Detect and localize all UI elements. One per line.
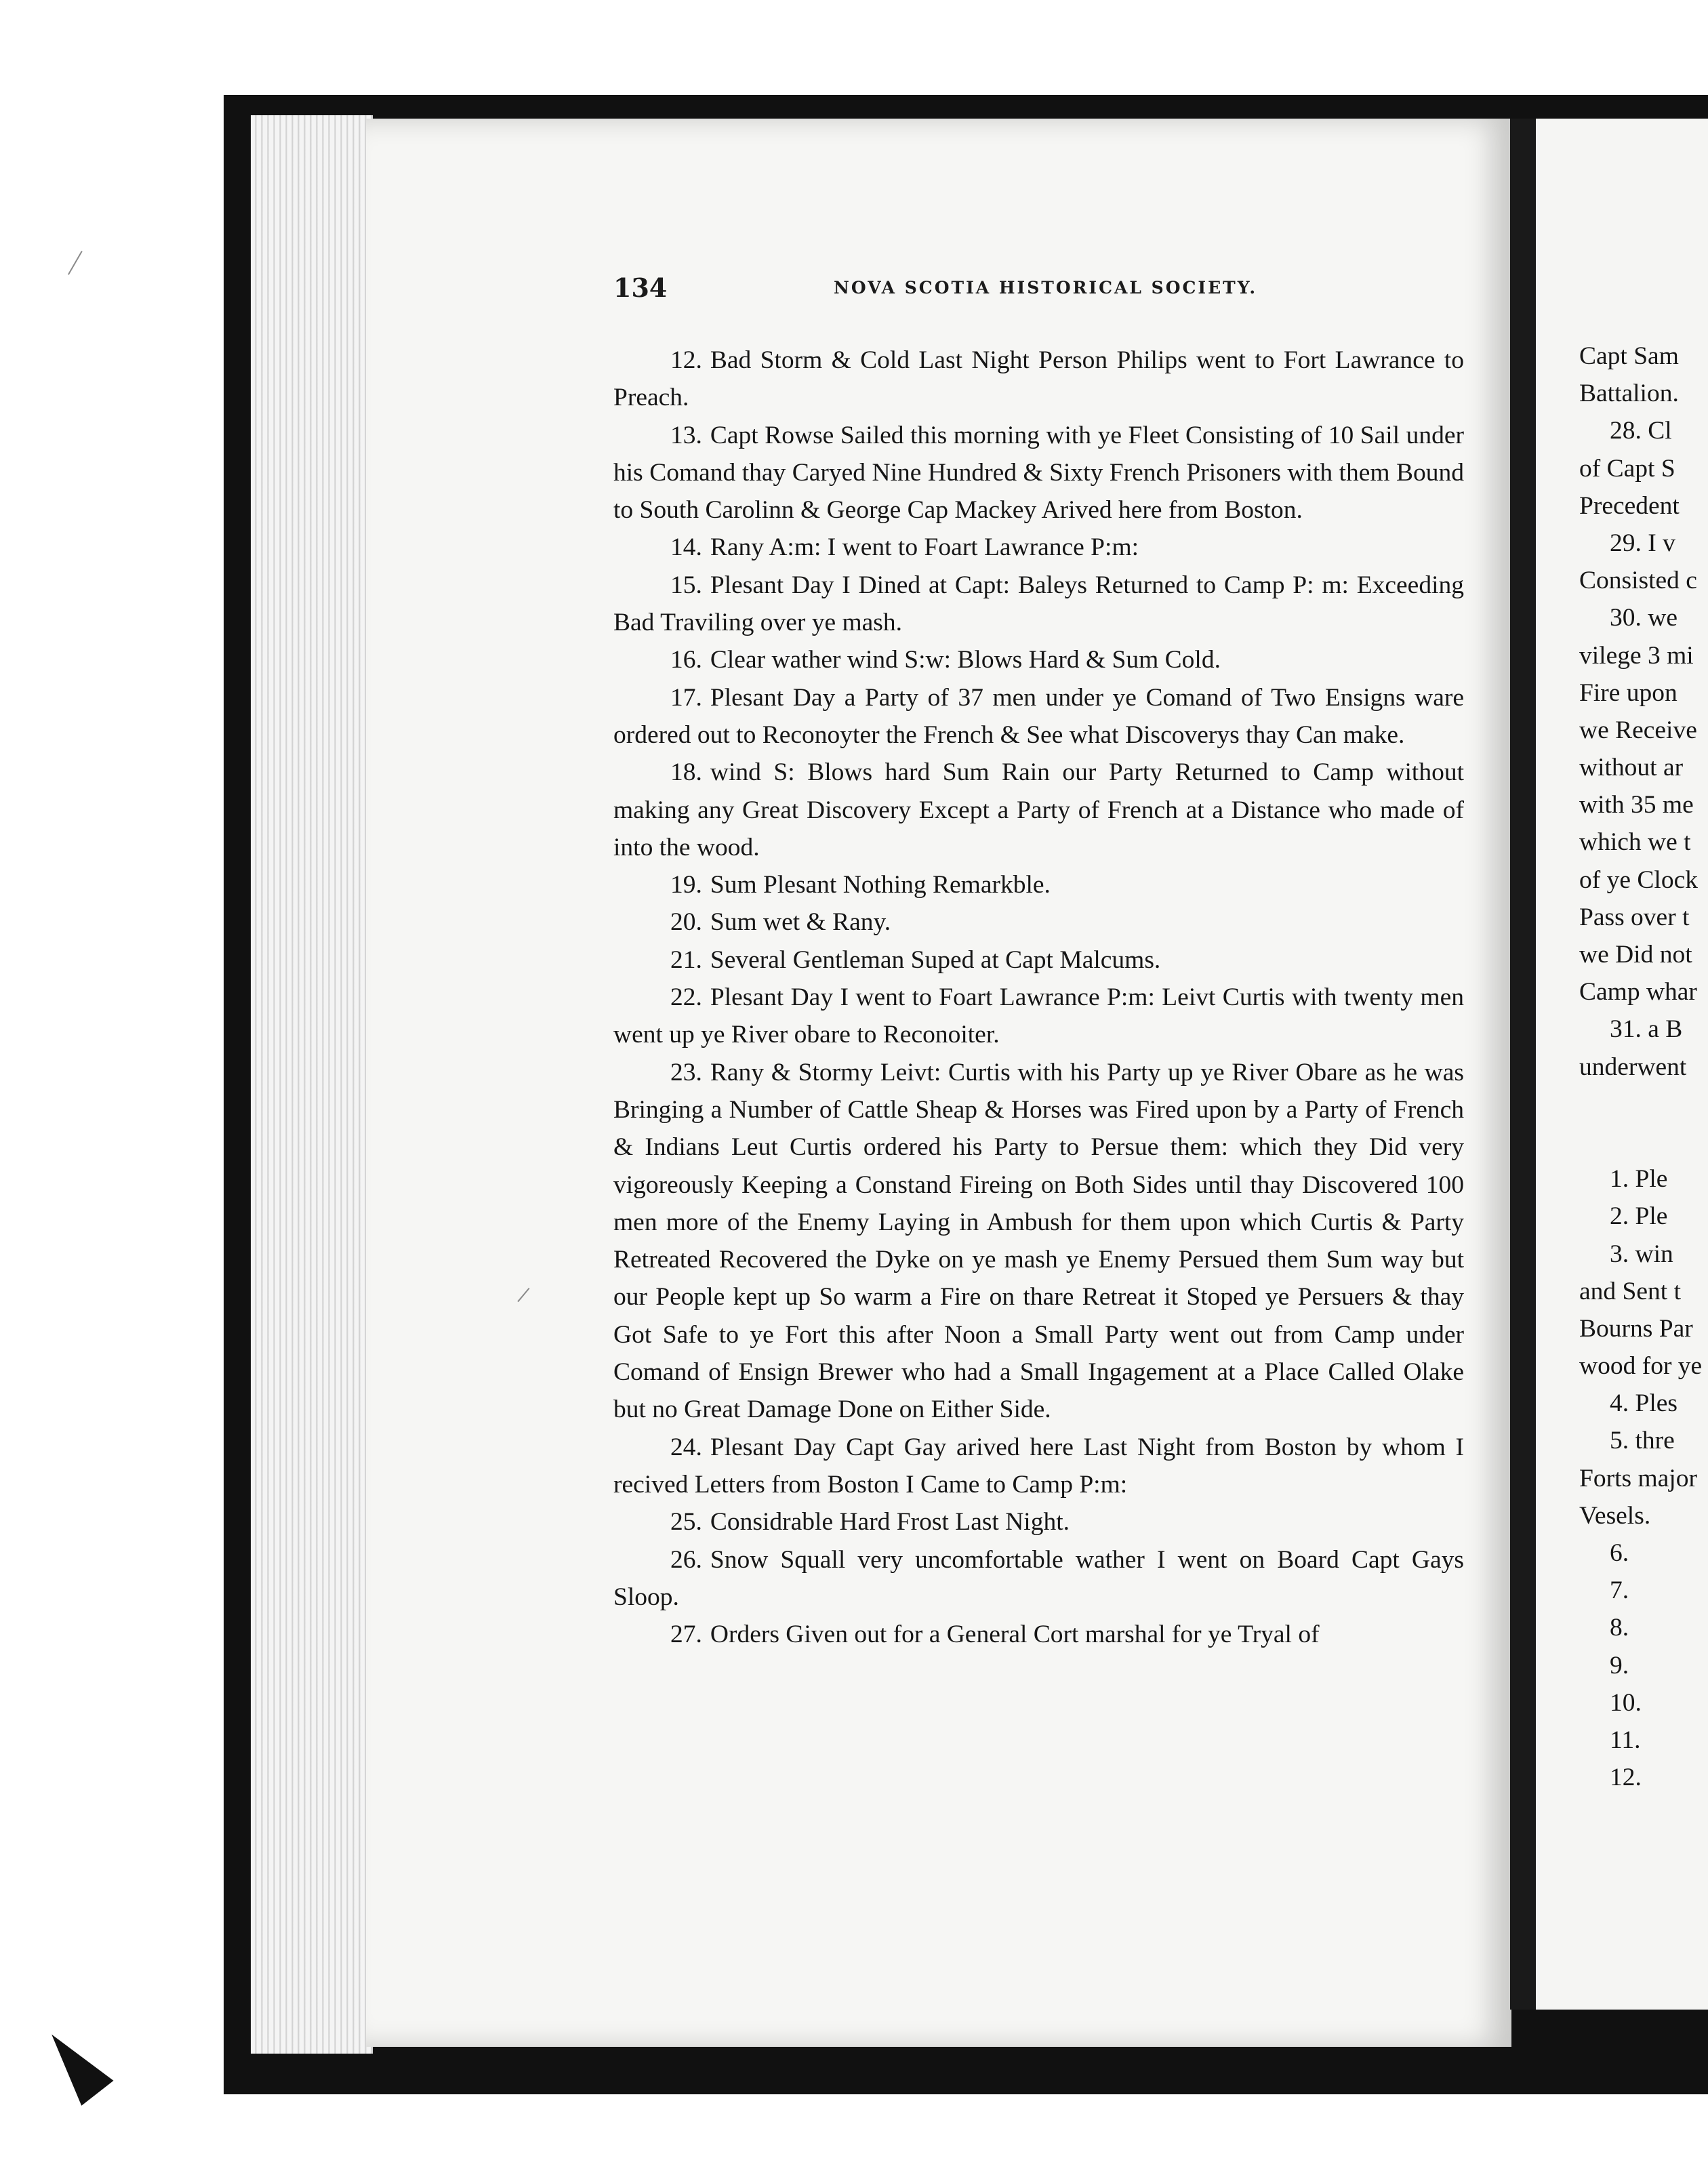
right-page-line: 5. thre [1610,1427,1675,1455]
entry-text: Rany A:m: I went to Foart Lawrance P:m: [710,533,1139,562]
entry-day: 21. [670,945,702,974]
journal-entries [613,342,1464,1653]
right-page-line: 31. a B [1610,1015,1683,1044]
book-gutter [1510,119,1537,2010]
journal-entry [613,979,1464,1054]
right-page-line: which we t [1579,828,1691,857]
entry-day: 23. [670,1058,702,1086]
entry-text: Bad Storm & Cold Last Night Person Philips went to Fort Lawrance to Preach. [613,346,1464,412]
right-page-line: without ar [1579,754,1684,782]
entry-text: wind S: Blows hard Sum Rain our Party Returned to Camp without making any Great Discovery Except a Party of French at a Distance who made of into the wood. [613,758,1464,861]
right-page-line: wood for ye [1579,1352,1703,1381]
journal-entry [613,941,1464,979]
entry-day: 22. [670,983,702,1012]
entry-text: Clear wather wind S:w: Blows Hard & Sum Cold. [710,646,1221,674]
entry-text: Sum Plesant Nothing Remarkble. [710,871,1051,899]
right-page-line: 1. Ple [1610,1165,1668,1194]
journal-entry [613,679,1464,754]
right-page-line: 6. [1610,1539,1629,1567]
right-page-line: Forts major [1579,1464,1697,1492]
right-page-line: 2. Ple [1610,1202,1668,1231]
film-scratch [68,251,83,275]
right-page-line: we Did not [1579,941,1692,969]
right-page-line: 9. [1610,1651,1629,1679]
journal-entry [613,1054,1464,1429]
right-page-line: and Sent t [1579,1277,1681,1305]
journal-entry [613,342,1464,417]
right-page-line: Capt Sam [1579,342,1679,370]
journal-entry [613,754,1464,866]
page-edges [251,115,373,2054]
right-page-line: 11. [1610,1726,1641,1754]
right-page-line: Fire upon [1579,678,1678,707]
film-corner-mark [35,2022,113,2106]
right-page-line: 28. Cl [1610,417,1672,445]
journal-entry [613,1503,1464,1541]
entry-day: 13. [670,421,702,449]
right-page-line: Vesels. [1579,1501,1651,1530]
right-page-line [1579,1086,1708,1123]
right-page-line: vilege 3 mi [1579,641,1694,670]
entry-text: Considrable Hard Frost Last Night. [710,1508,1070,1536]
entry-text: Rany & Stormy Leivt: Curtis with his Party up ye River Obare as he was Bringing a Number of Cattle Sheap & Horses was Fired upon by a Party of French & Indians Leut Curtis ordered his Party to Persue them: which they Did very vigoreously Keeping a Constand Fireing on Both Sides until thay Discovered 100 men more of the Enemy Laying in Ambush for them upon which Curtis & Party Retreated Recovered the Dyke on ye mash ye Enemy Persued them Sum way but our People kept up So warm a Fire on thare Retreat it Stoped ye Persuers & thay Got Safe to ye Fort this after Noon a Small Party went out from Camp under Comand of Ensign Brewer who had a Small Ingagement at a Place Called Olake but no Great Damage Done on Either Side. [613,1058,1464,1424]
right-page-line: we Receive [1579,716,1697,744]
entry-day: 17. [670,683,702,712]
right-page-line: 29. I v [1610,529,1675,557]
entry-day: 19. [670,871,702,899]
entry-day: 16. [670,646,702,674]
entry-text: Sum wet & Rany. [710,908,891,937]
right-page-line: of Capt S [1579,454,1675,483]
entry-day: 15. [670,571,702,599]
entry-text: Plesant Day a Party of 37 men under ye Comand of Two Ensigns ware ordered out to Reconoyter the French & See what Discoverys thay Can make. [613,683,1464,749]
right-page-line: underwent [1579,1053,1687,1081]
journal-entry [613,1616,1464,1653]
entry-day: 18. [670,758,702,787]
running-head [613,272,1474,306]
right-page-line: 4. Ples [1610,1389,1678,1418]
entry-text: Plesant Day Capt Gay arived here Last Night from Boston by whom I recived Letters from Boston I Came to Camp P:m: [613,1433,1464,1499]
entry-day: 25. [670,1508,702,1536]
journal-entry [613,417,1464,529]
right-page-line [1579,1123,1708,1160]
right-page-line: Battalion. [1579,380,1679,408]
entry-text: Plesant Day I went to Foart Lawrance P:m: Leivt Curtis with twenty men went up ye River obare to Reconoiter. [613,983,1464,1049]
right-page-line: Camp whar [1579,978,1697,1006]
header-title: NOVA SCOTIA HISTORICAL SOCIETY. [834,278,1258,298]
right-page-text [1579,338,1708,1796]
right-page-line: 12. [1610,1764,1642,1792]
entry-day: 14. [670,533,702,562]
journal-entry [613,529,1464,566]
right-page-line: 8. [1610,1614,1629,1642]
right-page-line: 7. [1610,1576,1629,1605]
page-number: 134 [613,272,668,303]
right-page-line: Pass over t [1579,903,1690,931]
journal-entry [613,641,1464,678]
journal-entry [613,1541,1464,1616]
right-page-line: Precedent [1579,491,1680,520]
journal-entry [613,567,1464,642]
entry-text: Several Gentleman Suped at Capt Malcums. [710,945,1161,974]
right-page-line: 3. win [1610,1240,1673,1268]
right-page-line: 10. [1610,1688,1642,1717]
entry-day: 26. [670,1545,702,1574]
right-page-line: Bourns Par [1579,1314,1693,1343]
entry-day: 24. [670,1433,702,1461]
journal-entry [613,1429,1464,1504]
entry-day: 12. [670,346,702,374]
entry-text: Snow Squall very uncomfortable wather I went on Board Capt Gays Sloop. [613,1545,1464,1611]
right-page-line: Consisted c [1579,567,1697,595]
right-page-line: 30. we [1610,604,1678,632]
entry-day: 20. [670,908,702,937]
entry-text: Plesant Day I Dined at Capt: Baleys Returned to Camp P: m: Exceeding Bad Traviling over ye mash. [613,571,1464,637]
entry-day: 27. [670,1621,702,1649]
journal-entry [613,866,1464,903]
entry-text: Orders Given out for a General Cort marshal for ye Tryal of [710,1621,1320,1649]
journal-entry [613,903,1464,941]
entry-text: Capt Rowse Sailed this morning with ye Fleet Consisting of 10 Sail under his Comand thay Caryed Nine Hundred & Sixty French Prisoners with them Bound to South Carolinn & George Cap Mackey Arived here from Boston. [613,421,1464,525]
right-page-line: of ye Clock [1579,866,1698,894]
right-page-line: with 35 me [1579,791,1694,819]
